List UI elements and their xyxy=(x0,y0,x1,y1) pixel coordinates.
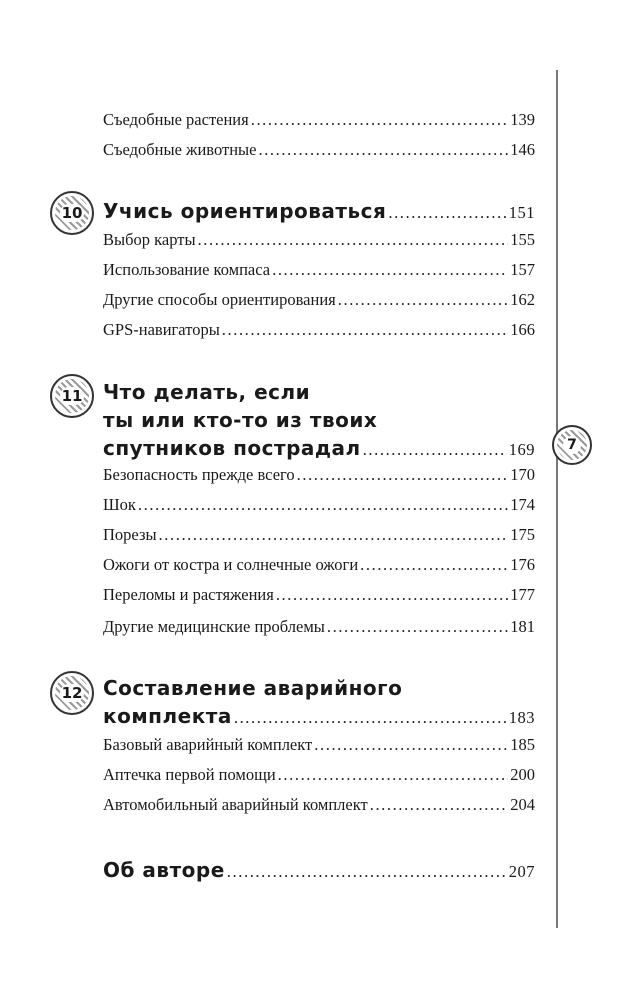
chapter-number: 12 xyxy=(61,684,83,702)
toc-entry-page: 170 xyxy=(510,465,535,484)
chapter-title-line: спутников пострадал xyxy=(103,436,361,460)
toc-entry[interactable] xyxy=(103,495,535,521)
chapter-heading[interactable] xyxy=(103,378,535,462)
toc-entry-title: Ожоги от костра и солнечные ожоги xyxy=(103,555,359,574)
toc-entry-title: Использование компаса xyxy=(103,260,271,279)
dot-leader xyxy=(227,858,507,886)
chapter-page: 151 xyxy=(508,203,535,222)
toc-entry-title: Шок xyxy=(103,495,136,514)
page-number-badge xyxy=(552,425,592,465)
dot-leader xyxy=(314,735,508,755)
chapter-number: 11 xyxy=(61,387,83,405)
toc-entry-title: Безопасность прежде всего xyxy=(103,465,295,484)
chapter-number: 10 xyxy=(61,204,83,222)
about-author-heading[interactable] xyxy=(103,856,535,884)
chapter-title: Об авторе xyxy=(103,858,225,882)
toc-entry-page: 155 xyxy=(510,230,535,249)
dot-leader xyxy=(327,617,508,637)
chapter-title-line: ты или кто-то из твоих xyxy=(103,408,378,432)
dot-leader xyxy=(234,704,507,732)
toc-entry-page: 146 xyxy=(510,140,535,159)
chapter-title-line: Что делать, если xyxy=(103,380,311,404)
dot-leader xyxy=(159,525,509,545)
chapter-number-badge xyxy=(50,671,94,715)
toc-entry-page: 174 xyxy=(510,495,535,514)
dot-leader xyxy=(278,765,509,785)
toc-entry-title: Съедобные растения xyxy=(103,110,249,129)
toc-entry[interactable] xyxy=(103,110,535,136)
toc-entry-page: 162 xyxy=(510,290,535,309)
chapter-number-badge xyxy=(50,191,94,235)
chapter-heading[interactable] xyxy=(103,674,535,730)
toc-entry-title: Автомобильный аварийный комплект xyxy=(103,795,368,814)
dot-leader xyxy=(338,290,509,310)
toc-entry[interactable] xyxy=(103,617,535,643)
toc-entry-title: Аптечка первой помощи xyxy=(103,765,276,784)
toc-entry-page: 166 xyxy=(510,320,535,339)
toc-entry-page: 181 xyxy=(510,617,535,636)
chapter-number-badge xyxy=(50,374,94,418)
toc-entry-title: Переломы и растяжения xyxy=(103,585,274,604)
toc-entry[interactable] xyxy=(103,765,535,791)
dot-leader xyxy=(363,436,507,464)
dot-leader xyxy=(370,795,509,815)
chapter-title-line: Составление аварийного xyxy=(103,676,403,700)
dot-leader xyxy=(198,230,509,250)
toc-entry-title: Выбор карты xyxy=(103,230,196,249)
chapter-title-line: комплекта xyxy=(103,704,232,728)
dot-leader xyxy=(251,110,509,130)
toc-entry[interactable] xyxy=(103,465,535,491)
toc-entry-title: GPS-навигаторы xyxy=(103,320,220,339)
side-vertical-rule xyxy=(556,70,558,928)
toc-entry-title: Базовый аварийный комплект xyxy=(103,735,313,754)
dot-leader xyxy=(276,585,508,605)
toc-entry-page: 185 xyxy=(510,735,535,754)
page-number: 7 xyxy=(563,436,581,454)
toc-entry[interactable] xyxy=(103,735,535,761)
dot-leader xyxy=(360,555,508,575)
toc-entry[interactable] xyxy=(103,140,535,166)
chapter-title: Учись ориентироваться xyxy=(103,199,387,223)
toc-entry-page: 157 xyxy=(510,260,535,279)
toc-entry-title: Порезы xyxy=(103,525,157,544)
toc-entry-title: Другие способы ориентирования xyxy=(103,290,336,309)
chapter-heading[interactable] xyxy=(103,197,535,225)
dot-leader xyxy=(258,140,508,160)
toc-entry-page: 176 xyxy=(510,555,535,574)
toc-entry[interactable] xyxy=(103,260,535,286)
chapter-page: 169 xyxy=(508,440,535,459)
chapter-page: 207 xyxy=(508,862,535,881)
dot-leader xyxy=(272,260,508,280)
toc-entry-page: 175 xyxy=(510,525,535,544)
toc-entry[interactable] xyxy=(103,320,535,346)
toc-entry-title: Съедобные животные xyxy=(103,140,257,159)
chapter-page: 183 xyxy=(508,708,535,727)
toc-entry[interactable] xyxy=(103,290,535,316)
dot-leader xyxy=(297,465,509,485)
toc-entry-page: 204 xyxy=(510,795,535,814)
toc-entry-page: 177 xyxy=(510,585,535,604)
toc-entry-page: 139 xyxy=(510,110,535,129)
toc-entry-page: 200 xyxy=(510,765,535,784)
dot-leader xyxy=(222,320,508,340)
toc-entry[interactable] xyxy=(103,555,535,581)
toc-entry[interactable] xyxy=(103,795,535,821)
toc-entry[interactable] xyxy=(103,525,535,551)
dot-leader xyxy=(388,199,506,227)
toc-entry[interactable] xyxy=(103,585,535,611)
dot-leader xyxy=(138,495,508,515)
toc-entry-title: Другие медицинские проблемы xyxy=(103,617,325,636)
toc-entry[interactable] xyxy=(103,230,535,256)
